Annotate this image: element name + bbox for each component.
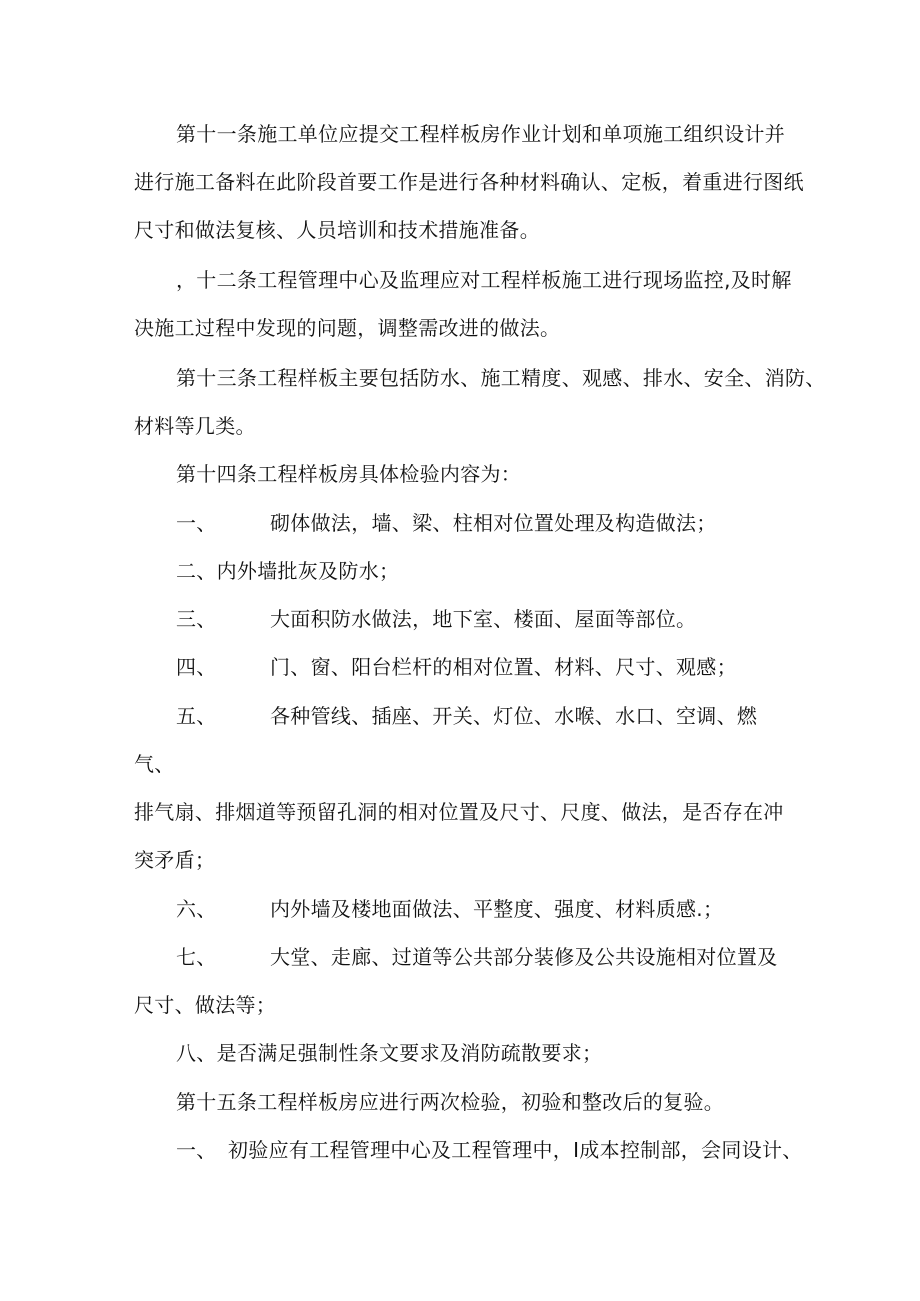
item-number: 一、: [176, 511, 217, 535]
art11-line1: 第十一条施工单位应提交工程样板房作业计划和单项施工组织设计并: [176, 122, 785, 146]
item-number: 五、: [176, 704, 217, 728]
art14-intro: 第十四条工程样板房具体检验内容为：: [176, 462, 522, 486]
item-text: 门、窗、阳台栏杆的相对位置、材料、尺寸、观感；: [270, 655, 737, 679]
art14-item1: [176, 511, 717, 535]
art14-item2: [176, 559, 399, 583]
art12-line1: ，十二条工程管理中心及监理应对工程样板施工进行现场监控,及时解: [176, 268, 792, 292]
item-number: 四、: [176, 655, 217, 679]
item-text: 大面积防水做法，地下室、楼面、屋面等部位。: [270, 607, 697, 631]
art14-item5-cont3: 突矛盾；: [134, 848, 216, 872]
art12-line2: 决施工过程中发现的问题，调整需改进的做法。: [134, 316, 561, 340]
art14-item6: [176, 897, 723, 921]
art15-intro: 第十五条工程样板房应进行两次检验，初验和整改后的复验。: [176, 1090, 725, 1114]
art15-item1: [176, 1138, 803, 1162]
art11-line3: 尺寸和做法复核、人员培训和技术措施准备。: [134, 218, 540, 242]
art13-line2: 材料等几类。: [134, 414, 256, 438]
art11-line2: 进行施工备料在此阶段首要工作是进行各种材料确认、定板，着重进行图纸: [134, 170, 804, 194]
art14-item7: [176, 945, 778, 969]
item-text: 内外墙及楼地面做法、平整度、强度、材料质感.；: [270, 897, 724, 921]
item-text: 大堂、走廊、过道等公共部分装修及公共设施相对位置及: [270, 945, 778, 969]
item-text: 初验应有工程管理中心及工程管理中，I成本控制部，会同设计、: [228, 1138, 803, 1162]
art13-line1: 第十三条工程样板主要包括防水、施工精度、观感、排水、安全、消防、: [176, 366, 826, 390]
art14-item8: 八、是否满足强制性条文要求及消防疏散要求；: [176, 1041, 603, 1065]
art14-item7-cont: 尺寸、做法等；: [134, 993, 277, 1017]
item-number: 一、: [176, 1138, 217, 1162]
art14-item5-cont1: 气、: [134, 752, 175, 776]
item-text: 二、内外墙批灰及防水；: [176, 559, 400, 583]
art14-item3: [176, 607, 696, 631]
item-text: 各种管线、插座、开关、灯位、水喉、水口、空调、燃: [270, 704, 758, 728]
item-text: 砌体做法，墙、梁、柱相对位置处理及构造做法；: [270, 511, 717, 535]
art14-item4: [176, 655, 737, 679]
art14-item5: [176, 704, 757, 728]
art14-item5-cont2: 排气扇、排烟道等预留孔洞的相对位置及尺寸、尺度、做法，是否存在冲: [134, 800, 784, 824]
item-number: 六、: [176, 897, 217, 921]
item-number: 七、: [176, 945, 217, 969]
item-number: 三、: [176, 607, 217, 631]
